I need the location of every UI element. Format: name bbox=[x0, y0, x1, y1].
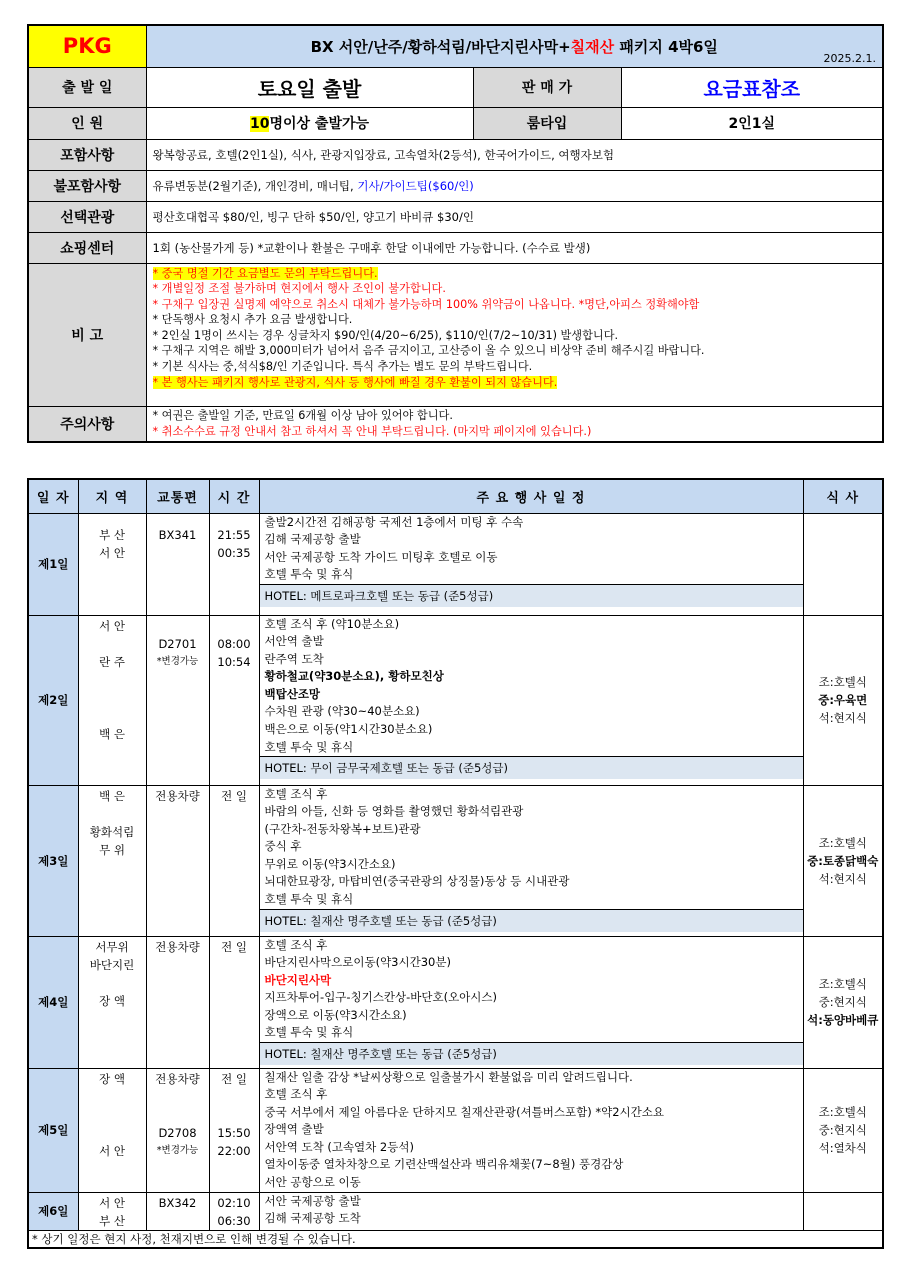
price-label: 판 매 가 bbox=[473, 67, 621, 107]
remark-line: * 단독행사 요청시 추가 요금 발생합니다. bbox=[152, 313, 353, 327]
remark-line: * 기본 식사는 중,석식$8/인 기준입니다. 특식 추가는 별도 문의 부탁드립니다. bbox=[152, 360, 533, 374]
transport-cell: BX341 bbox=[146, 513, 209, 615]
schedule-cell: 서안 국제공항 출발 김해 국제공항 도착 bbox=[259, 1192, 803, 1230]
caution-line: * 여권은 출발일 기준, 만료일 6개월 이상 남아 있어야 합니다. bbox=[152, 409, 453, 423]
schedule-cell: 호텔 조식 후 바단지린사막으로이동(약3시간30분) 바단지린사막 지프차투어-입구-칭기스칸상-바단호(오아시스) 장액으로 이동(약3시간소요) 호텔 투숙 및 휴식 HOTEL: 칠재산 명주호텔 또는 동급 (준5성급) bbox=[259, 936, 803, 1068]
schedule-cell: 호텔 조식 후 (약10분소요) 서안역 출발 란주역 도착 황하철교(약30분소요), 황하모친상 백탑산조망 수차원 관광 (약30~40분소요) 백은으로 이동(약1시간30분소요) 호텔 투숙 및 휴식 HOTEL: 무이 금무국제호텔 또는 동급 (준5성급) bbox=[259, 615, 803, 785]
departure-label: 출 발 일 bbox=[28, 67, 146, 107]
remark-line: * 구채구 입장권 실명제 예약으로 취소시 대체가 불가능하며 100% 위약금이 나옵니다. *명단,아피스 정확해야함 bbox=[152, 297, 700, 311]
day-row bbox=[28, 1192, 883, 1230]
shopping-label: 쇼핑센터 bbox=[28, 232, 146, 263]
caution-line: * 취소수수료 규정 안내서 참고 하셔서 꼭 안내 부탁드립니다. (마지막 페이지에 있습니다.) bbox=[152, 424, 592, 438]
cautions bbox=[146, 406, 883, 442]
info-table bbox=[27, 24, 884, 443]
shopping-value: 1회 (농산물가게 등) *교환이나 환불은 구매후 한달 이내에만 가능합니다. (수수료 발생) bbox=[146, 232, 883, 263]
hotel-info: HOTEL: 메트로파크호텔 또는 동급 (준5성급) bbox=[260, 584, 803, 607]
option-label: 선택관광 bbox=[28, 201, 146, 232]
transport-cell: 전용차량 bbox=[146, 936, 209, 1068]
header-day: 일 자 bbox=[28, 479, 78, 513]
remarks bbox=[146, 263, 883, 406]
time-cell: 전 일 bbox=[209, 785, 259, 936]
room-value: 2인1실 bbox=[621, 107, 883, 139]
meal-cell bbox=[803, 513, 883, 615]
time-cell: 21:55 00:35 bbox=[209, 513, 259, 615]
schedule-cell: 출발2시간전 김해공항 국제선 1층에서 미팅 후 수속 김해 국제공항 출발 서안 국제공항 도착 가이드 미팅후 호텔로 이동 호텔 투숙 및 휴식 HOTEL: 메트로파크호텔 또는 동급 (준5성급) bbox=[259, 513, 803, 615]
remark-line: * 2인실 1명이 쓰시는 경우 싱글차지 $90/인(4/20~6/25), $110/인(7/2~10/31) 발생합니다. bbox=[152, 328, 619, 342]
day-label: 제5일 bbox=[28, 1068, 78, 1192]
remark-line: * 중국 명절 기간 요금별도 문의 부탁드립니다. bbox=[152, 266, 378, 280]
remark-label: 비 고 bbox=[28, 263, 146, 406]
region-cell: 부 산 서 안 bbox=[78, 513, 146, 615]
time-cell: 전 일 bbox=[209, 936, 259, 1068]
price-value: 요금표참조 bbox=[621, 67, 883, 107]
region-cell: 장 액 서 안 bbox=[78, 1068, 146, 1192]
people-value: 10명이상 출발가능 bbox=[146, 107, 473, 139]
day-row bbox=[28, 1068, 883, 1192]
itinerary-footnote: * 상기 일정은 현지 사정, 천재지변으로 인해 변경될 수 있습니다. bbox=[28, 1230, 883, 1248]
hotel-info: HOTEL: 칠재산 명주호텔 또는 동급 (준5성급) bbox=[260, 1042, 803, 1065]
transport-cell: 전용차량 D2708 *변경가능 bbox=[146, 1068, 209, 1192]
meal-cell: 조:호텔식 중:현지식 석:열차식 bbox=[803, 1068, 883, 1192]
time-cell: 전 일 15:50 22:00 bbox=[209, 1068, 259, 1192]
header-region: 지 역 bbox=[78, 479, 146, 513]
room-label: 룸타입 bbox=[473, 107, 621, 139]
day-row bbox=[28, 615, 883, 785]
include-value: 왕복항공료, 호텔(2인1실), 식사, 관광지입장료, 고속열차(2등석), 한국어가이드, 여행자보험 bbox=[146, 139, 883, 170]
day-row bbox=[28, 513, 883, 615]
transport-cell: 전용차량 bbox=[146, 785, 209, 936]
meal-cell bbox=[803, 1192, 883, 1230]
header-meal: 식 사 bbox=[803, 479, 883, 513]
document-date: 2025.2.1. bbox=[823, 51, 877, 65]
region-cell: 서무위 바단지린 장 액 bbox=[78, 936, 146, 1068]
caution-label: 주의사항 bbox=[28, 406, 146, 442]
departure-value: 토요일 출발 bbox=[146, 67, 473, 107]
time-cell: 08:00 10:54 bbox=[209, 615, 259, 785]
meal-cell: 조:호텔식 중:토종닭백숙 석:현지식 bbox=[803, 785, 883, 936]
region-cell: 서 안 란 주 백 은 bbox=[78, 615, 146, 785]
remark-line: * 구채구 지역은 해발 3,000미터가 넘어서 음주 금지이고, 고산증이 올 수 있으니 비상약 준비 해주시길 바랍니다. bbox=[152, 344, 705, 358]
schedule-cell: 칠재산 일출 감상 *날씨상황으로 일출불가시 환불없음 미리 알려드립니다. 호텔 조식 후 중국 서부에서 제일 아름다운 단하지모 칠재산관광(셔틀버스포함) *약2시간소요 장액역 출발 서안역 도착 (고속열차 2등석) 열차이동중 열차차창으로 기련산맥설산과 백리유채꽃(7~8월) 풍경감상 서안 공항으로 이동 bbox=[259, 1068, 803, 1192]
exclude-value: 유류변동분(2월기준), 개인경비, 매너팁, 기사/가이드팁($60/인) bbox=[146, 170, 883, 201]
hotel-info: HOTEL: 칠재산 명주호텔 또는 동급 (준5성급) bbox=[260, 909, 803, 932]
day-row bbox=[28, 936, 883, 1068]
transport-cell: D2701 *변경가능 bbox=[146, 615, 209, 785]
region-cell: 백 은 황화석림 무 위 bbox=[78, 785, 146, 936]
hotel-info: HOTEL: 무이 금무국제호텔 또는 동급 (준5성급) bbox=[260, 756, 803, 779]
schedule-cell: 호텔 조식 후 바람의 아들, 신화 등 영화를 촬영했던 황화석림관광 (구간차-전동차왕복+보트)관광 중식 후 무위로 이동(약3시간소요) 뇌대한묘광장, 마탑비연(중국관광의 상징물)동상 등 시내관광 호텔 투숙 및 휴식 HOTEL: 칠재산 명주호텔 또는 동급 (준5성급) bbox=[259, 785, 803, 936]
region-cell: 서 안 부 산 bbox=[78, 1192, 146, 1230]
header-schedule: 주 요 행 사 일 정 bbox=[259, 479, 803, 513]
people-label: 인 원 bbox=[28, 107, 146, 139]
exclude-label: 불포함사항 bbox=[28, 170, 146, 201]
remark-line: * 개별일정 조절 불가하며 현지에서 행사 조인이 불가합니다. bbox=[152, 282, 446, 296]
remark-line: * 본 행사는 패키지 행사로 관광지, 식사 등 행사에 빠질 경우 환불이 되지 않습니다. bbox=[152, 375, 558, 389]
day-row bbox=[28, 785, 883, 936]
time-cell: 02:10 06:30 bbox=[209, 1192, 259, 1230]
day-label: 제3일 bbox=[28, 785, 78, 936]
meal-cell: 조:호텔식 중:우육면 석:현지식 bbox=[803, 615, 883, 785]
header-transport: 교통편 bbox=[146, 479, 209, 513]
pkg-badge: PKG bbox=[28, 25, 146, 67]
meal-cell: 조:호텔식 중:현지식 석:동양바베큐 bbox=[803, 936, 883, 1068]
day-label: 제4일 bbox=[28, 936, 78, 1068]
option-value: 평산호대협곡 $80/인, 빙구 단하 $50/인, 양고기 바비큐 $30/인 bbox=[146, 201, 883, 232]
page-title: BX 서안/난주/황하석림/바단지린사막+칠재산 패키지 4박6일 2025.2.1. bbox=[146, 25, 883, 67]
transport-cell: BX342 bbox=[146, 1192, 209, 1230]
day-label: 제6일 bbox=[28, 1192, 78, 1230]
day-label: 제1일 bbox=[28, 513, 78, 615]
header-time: 시 간 bbox=[209, 479, 259, 513]
itinerary-table bbox=[27, 478, 884, 1249]
include-label: 포함사항 bbox=[28, 139, 146, 170]
day-label: 제2일 bbox=[28, 615, 78, 785]
